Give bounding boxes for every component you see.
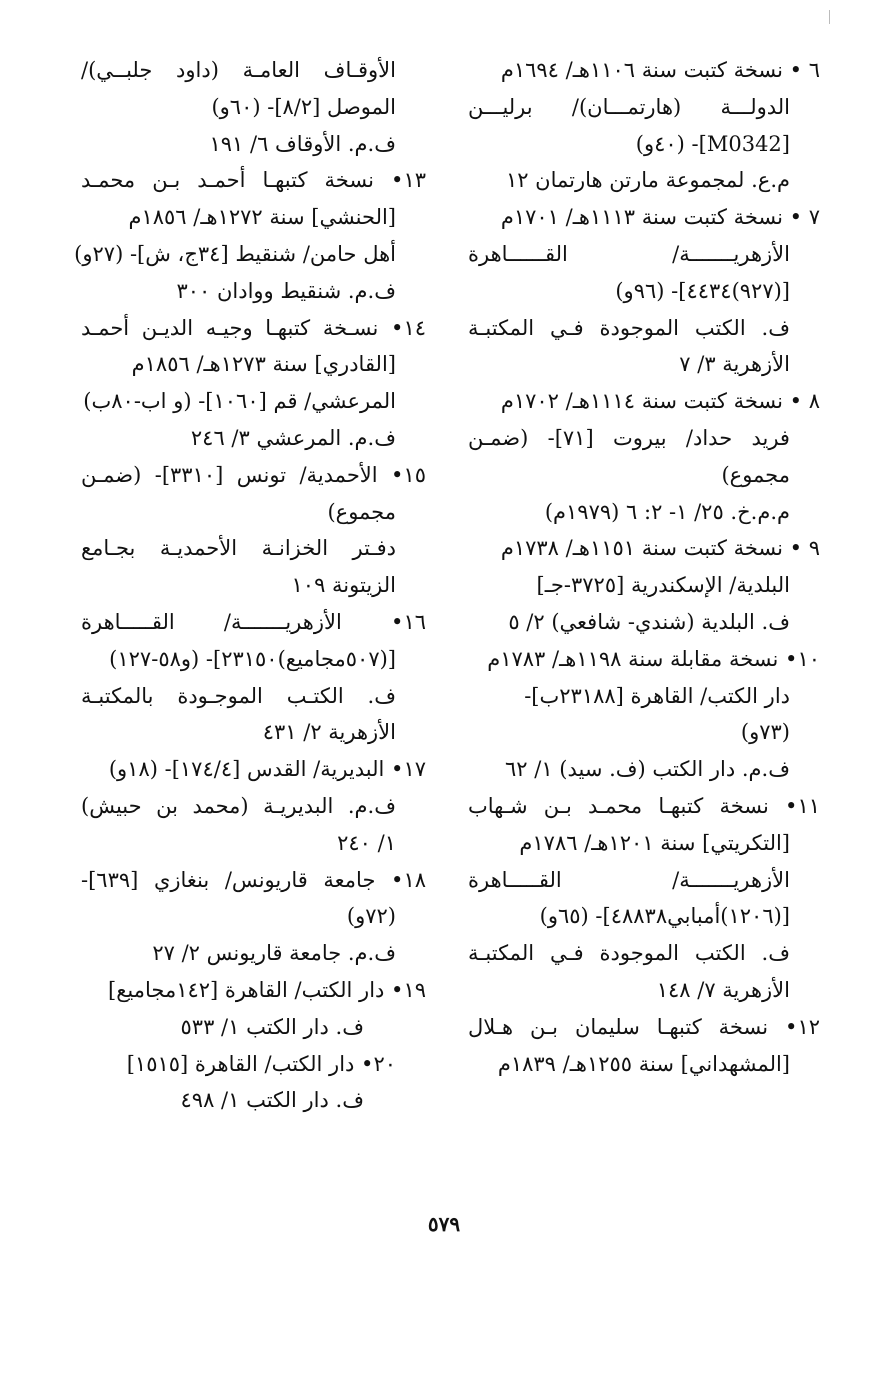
right-column-line: ف. الكتب الموجودة فـي المكتبـة bbox=[468, 941, 790, 966]
left-column-line: ف.م. البديريـة (محمد بن حبيش) bbox=[81, 793, 396, 818]
right-column-line: ٧ • نسخة كتبت سنة ١١١٣هـ/ ١٧٠١م bbox=[500, 205, 820, 230]
left-column-line: ١٨• جامعة قاريونس/ بنغازي [٦٣٩]- bbox=[81, 867, 426, 892]
right-column-line: م.ع. لمجموعة مارتن هارتمان ١٢ bbox=[505, 168, 790, 193]
right-column-line: مجموع) bbox=[721, 462, 790, 487]
left-column-line: الموصل [٨/٢]- (٦٠و) bbox=[211, 94, 396, 119]
right-column-line: [M0342]- (٤٠و) bbox=[635, 131, 790, 156]
left-column-line: الأوقـاف العامـة (داود جلبــي)/ bbox=[81, 58, 396, 82]
right-column-line: ف. البلدية (شندي- شافعي) ٢/ ٥ bbox=[508, 609, 790, 634]
right-column-line: الدولـــة (هارتمـــان)/ برليـــن bbox=[468, 94, 790, 119]
left-column-line: (٧٢و) bbox=[346, 904, 396, 929]
right-column-line: ١٠• نسخة مقابلة سنة ١١٩٨هـ/ ١٧٨٣م bbox=[487, 646, 820, 671]
right-column-line: البلدية/ الإسكندرية [٣٧٢٥-جـ] bbox=[536, 573, 790, 598]
left-column-line: الزيتونة ١٠٩ bbox=[291, 573, 396, 598]
left-column bbox=[74, 52, 426, 1119]
right-column-line: ٦ • نسخة كتبت سنة ١١٠٦هـ/ ١٦٩٤م bbox=[500, 58, 820, 82]
right-column-line: فريد حداد/ بيروت [٧١]- (ضمـن bbox=[468, 425, 790, 450]
right-column-line: دار الكتب/ القاهرة [٢٣١٨٨ب]- bbox=[524, 683, 790, 708]
right-column-line: ١١• نسخة كتبهـا محمـد بـن شـهاب bbox=[468, 793, 820, 818]
right-column bbox=[468, 52, 820, 1082]
left-column-line: ١٤• نسـخة كتبهـا وجيـه الديـن أحمـد bbox=[81, 315, 426, 340]
left-column-line: ١/ ٢٤٠ bbox=[337, 830, 396, 855]
left-column-line: ف.م. جامعة قاريونس ٢/ ٢٧ bbox=[152, 941, 396, 966]
left-column-line: المرعشي/ قم [١٠٦٠]- (و اب-٨٠ب) bbox=[83, 389, 396, 414]
left-column-line: أهل حامن/ شنقيط [٣٤ج، ش]- (٢٧و) bbox=[74, 241, 396, 266]
right-column-line: [المشهداني] سنة ١٢٥٥هـ/ ١٨٣٩م bbox=[497, 1051, 790, 1076]
right-column-line: (٧٣و) bbox=[740, 720, 790, 745]
left-column-line: ف. دار الكتب ١/ ٤٩٨ bbox=[180, 1088, 364, 1113]
left-column-line: ١٦• الأزهريـــــــة/ القـــــاهرة bbox=[81, 609, 426, 634]
right-column-line: ف. الكتب الموجودة فـي المكتبـة bbox=[468, 315, 790, 340]
left-column-line: ١٩• دار الكتب/ القاهرة [١٤٢مجاميع] bbox=[108, 977, 426, 1002]
right-column-line: ٩ • نسخة كتبت سنة ١١٥١هـ/ ١٧٣٨م bbox=[500, 536, 820, 561]
left-column-line: ١٥• الأحمدية/ تونس [٣٣١٠]- (ضمـن bbox=[81, 462, 426, 487]
right-column-line: الأزهريـــــــة/ القــــــاهرة bbox=[468, 241, 790, 266]
scan-edge-mark bbox=[829, 10, 830, 24]
left-column-line: ف. الكتـب الموجـودة بالمكتبـة bbox=[81, 683, 396, 708]
left-column-line: ف.م. المرعشي ٣/ ٢٤٦ bbox=[190, 425, 396, 450]
right-column-line: ف.م. دار الكتب (ف. سيد) ١/ ٦٢ bbox=[504, 757, 790, 782]
right-column-line: ٨ • نسخة كتبت سنة ١١١٤هـ/ ١٧٠٢م bbox=[500, 389, 820, 414]
left-column-line: ١٧• البديرية/ القدس [١٧٤/٤]- (١٨و) bbox=[108, 757, 426, 782]
right-column-line: الأزهرية ٧/ ١٤٨ bbox=[656, 977, 790, 1002]
left-column-line: [القادري] سنة ١٢٧٣هـ/ ١٨٥٦م bbox=[131, 352, 396, 377]
left-column-line: ف. دار الكتب ١/ ٥٣٣ bbox=[180, 1014, 364, 1039]
left-column-line: ٢٠• دار الكتب/ القاهرة [١٥١٥] bbox=[126, 1051, 396, 1076]
left-column-line: [الحنشي] سنة ١٢٧٢هـ/ ١٨٥٦م bbox=[128, 205, 396, 230]
left-column-line: ف.م. الأوقاف ٦/ ١٩١ bbox=[209, 131, 396, 156]
page-number: ٥٧٩ bbox=[427, 1212, 461, 1236]
left-column-line: الأزهرية ٢/ ٤٣١ bbox=[262, 720, 396, 745]
left-column-line: دفـتر الخزانـة الأحمديـة بجـامع bbox=[81, 536, 396, 561]
left-column-line: مجموع) bbox=[327, 499, 396, 524]
left-column-line: [(٥٠٧مجاميع)٢٣١٥٠]- (و٥٨-١٢٧) bbox=[109, 646, 396, 671]
right-column-line: ١٢• نسخة كتبهـا سليمان بـن هـلال bbox=[468, 1014, 820, 1039]
right-column-line: م.م.خ. ٢٥/ ١- ٢: ٦ (١٩٧٩م) bbox=[544, 499, 790, 524]
left-column-line: ف.م. شنقيط ووادان ٣٠٠ bbox=[176, 278, 396, 303]
left-column-line: ١٣• نسخة كتبهـا أحمـد بـن محمـد bbox=[81, 168, 426, 193]
right-column-line: الأزهرية ٣/ ٧ bbox=[679, 352, 790, 377]
right-column-line: [(٩٢٧)٤٤٣٤]- (٩٦و) bbox=[615, 278, 790, 303]
right-column-line: الأزهريـــــــة/ القـــــاهرة bbox=[468, 867, 790, 892]
right-column-line: [(١٢٠٦)أمبابي٤٨٨٣٨]- (٦٥و) bbox=[539, 904, 790, 929]
right-column-line: [التكريتي] سنة ١٢٠١هـ/ ١٧٨٦م bbox=[519, 830, 790, 855]
